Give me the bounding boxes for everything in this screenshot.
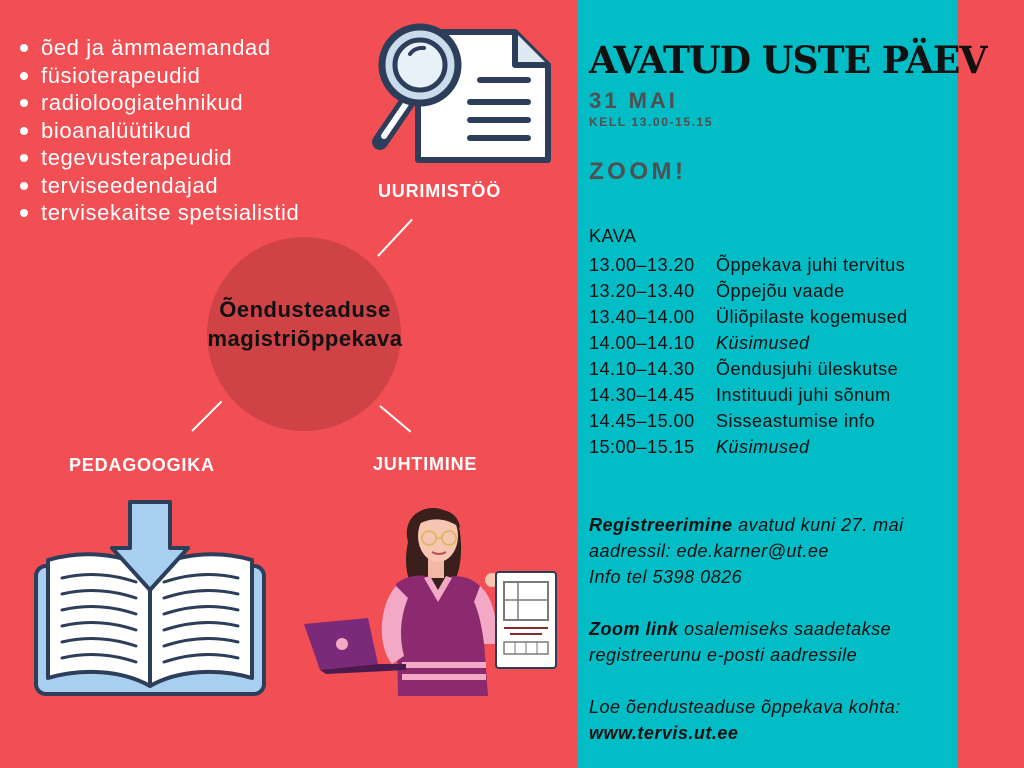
registration-info [589, 512, 904, 746]
event-title: AVATUD USTE PÄEV [589, 38, 987, 82]
agenda-time: 15:00–15.15 [589, 437, 695, 457]
agenda-row [589, 434, 908, 460]
program-title-line2: magistriõppekava [207, 326, 403, 351]
agenda-item: Õppejõu vaade [716, 281, 845, 301]
agenda-time: 13.00–13.20 [589, 255, 695, 275]
phone-line: Info tel 5398 0826 [589, 567, 743, 587]
event-date: 31 MAI [589, 88, 678, 113]
zoom-link-text: osalemiseks saadetakse [678, 619, 892, 639]
agenda-item: Õppekava juhi tervitus [716, 255, 906, 275]
list-item: tervisekaitse spetsialistid [18, 199, 299, 227]
zoom-link-line [589, 616, 904, 642]
agenda-time: 13.20–13.40 [589, 281, 695, 301]
agenda-time: 13.40–14.00 [589, 307, 695, 327]
spoke-research [377, 219, 413, 257]
woman-presenter-icon [298, 494, 560, 696]
spoke-management [379, 405, 411, 432]
list-item: tegevusterapeudid [18, 144, 299, 172]
agenda-heading: KAVA [589, 226, 637, 246]
agenda-time: 14.45–15.00 [589, 411, 695, 431]
agenda-time: 14.00–14.10 [589, 333, 695, 353]
website-link[interactable]: www.tervis.ut.ee [589, 723, 739, 743]
agenda-row [589, 382, 908, 408]
read-more-line: Loe õendusteaduse õppekava kohta: [589, 697, 901, 717]
program-title-line1: Õendusteaduse [219, 297, 391, 322]
spoke-pedagogy [191, 401, 222, 432]
research-document-icon [370, 20, 555, 168]
agenda-item: Üliõpilaste kogemused [716, 307, 908, 327]
agenda-row [589, 278, 908, 304]
list-item: bioanalüütikud [18, 117, 299, 145]
open-book-icon [32, 498, 268, 698]
zoom-link-bold: Zoom link [589, 619, 679, 639]
agenda-time: 14.30–14.45 [589, 385, 695, 405]
profession-list [18, 34, 299, 227]
management-label: JUHTIMINE [373, 454, 478, 474]
list-item: terviseedendajad [18, 172, 299, 200]
agenda-item: Õendusjuhi üleskutse [716, 359, 899, 379]
agenda-list [589, 252, 908, 460]
agenda-item: Küsimused [716, 437, 810, 457]
agenda-row [589, 356, 908, 382]
list-item: õed ja ämmaemandad [18, 34, 299, 62]
agenda-item: Sisseastumise info [716, 411, 876, 431]
address-line: aadressil: ede.karner@ut.ee [589, 541, 829, 561]
agenda-row [589, 252, 908, 278]
agenda-time: 14.10–14.30 [589, 359, 695, 379]
pedagogy-label: PEDAGOOGIKA [69, 455, 215, 475]
spacer [589, 590, 904, 616]
event-zoom: ZOOM! [589, 158, 687, 185]
registration-bold: Registreerimine [589, 515, 733, 535]
spacer [589, 668, 904, 694]
agenda-row [589, 408, 908, 434]
zoom-link-line2: registreerunu e-posti aadressile [589, 645, 858, 665]
list-item: radioloogiatehnikud [18, 89, 299, 117]
registration-line [589, 512, 904, 538]
agenda-row [589, 330, 908, 356]
agenda-row [589, 304, 908, 330]
agenda-item: Instituudi juhi sõnum [716, 385, 891, 405]
registration-text: avatud kuni 27. mai [732, 515, 904, 535]
list-item: füsioterapeudid [18, 62, 299, 90]
event-time: KELL 13.00-15.15 [589, 115, 714, 129]
agenda-item: Küsimused [716, 333, 810, 353]
research-label: UURIMISTÖÖ [378, 181, 501, 201]
program-title [150, 295, 460, 353]
